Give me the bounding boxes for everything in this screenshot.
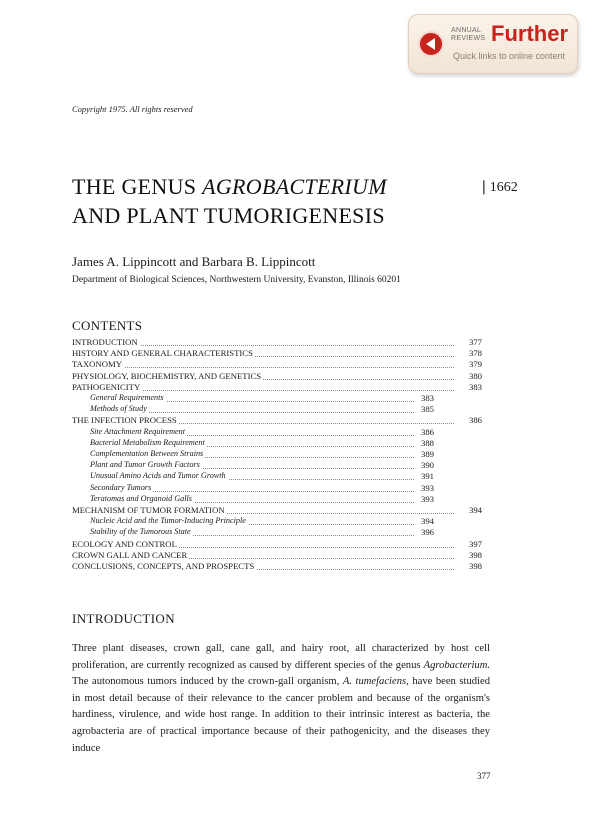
intro-italic-species: A. tumefaciens, — [342, 676, 409, 688]
toc-entry-label: CROWN GALL AND CANCER — [72, 549, 188, 560]
toc-entry-label: Secondary Tumors — [90, 482, 152, 492]
further-label: Further — [491, 21, 568, 46]
toc-entry-label: ECOLOGY AND CONTROL — [72, 538, 177, 549]
toc-entry-page: 385 — [414, 403, 434, 415]
toc-entry-label: PATHOGENICITY — [72, 381, 141, 392]
toc-entry-label: Unusual Amino Acids and Tumor Growth — [90, 471, 226, 481]
toc-entry-page: 389 — [414, 448, 434, 460]
article-code: ❘1662 — [478, 180, 518, 195]
toc-entry-label: PHYSIOLOGY, BIOCHEMISTRY, AND GENETICS — [72, 370, 262, 381]
toc-entry[interactable] — [72, 560, 492, 572]
toc-entry-page: 383 — [414, 392, 434, 404]
play-arrow-icon — [418, 31, 444, 57]
toc-entry-page: 386 — [414, 426, 434, 438]
title-line1-prefix: THE GENUS — [72, 174, 203, 199]
toc-entry-page: 377 — [462, 336, 482, 348]
title-genus: AGROBACTERIUM — [202, 174, 387, 199]
intro-text-2: The autonomous tumors induced by the crown-gall organism, — [72, 676, 343, 688]
toc-entry-label: Teratomas and Organoid Galls — [90, 493, 192, 503]
toc-entry-label: Methods of Study — [90, 404, 147, 414]
toc-entry-label: INTRODUCTION — [72, 337, 138, 347]
toc-entry-page: 396 — [414, 526, 434, 538]
toc-entry-label: General Requirements — [90, 393, 164, 402]
toc-entry-page: 390 — [414, 459, 434, 471]
further-badge[interactable] — [408, 14, 578, 74]
toc-entry-label: Plant and Tumor Growth Factors — [90, 460, 200, 470]
contents-heading: CONTENTS — [72, 318, 143, 333]
toc-entry-page: 393 — [414, 493, 434, 505]
toc-entry-label: MECHANISM OF TUMOR FORMATION — [72, 505, 225, 515]
page-number: 377 — [477, 771, 491, 781]
toc-entry-label: Stability of the Tumorous State — [90, 527, 191, 537]
reviews-text: REVIEWS — [451, 35, 486, 42]
intro-text-3: have been studied in most detail because of their relevance to the cancer problem and because of the organism's hardiness, virulence, and wide host range. In addition to their intrinsic interest as bacteria, the agrobacteria are of practical importance because of their pathogenicity, and the diseases they induce — [72, 676, 490, 754]
badge-subtitle: Quick links to online content — [453, 51, 566, 61]
toc-entry-page: 386 — [462, 414, 482, 426]
toc-entry-label: THE INFECTION PROCESS — [72, 415, 177, 426]
intro-text-1: Three plant diseases, crown gall, cane gall, and hairy root, all characterized by host cell proliferation, are currently recognized as caused by different species of the genus — [72, 643, 490, 671]
authors: James A. Lippincott and Barbara B. Lippincott — [72, 254, 316, 269]
toc-entry-label: Bacterial Metabolism Requirement — [90, 437, 205, 447]
toc-entry-page: 394 — [414, 515, 434, 527]
article-title — [72, 172, 387, 230]
intro-italic-genus: Agrobacterium. — [423, 659, 490, 671]
toc-entry-page: 391 — [414, 470, 434, 482]
toc-entry-label: Site Attachment Requirement — [90, 426, 186, 436]
toc-entry-label: CONCLUSIONS, CONCEPTS, AND PROSPECTS — [72, 561, 255, 571]
toc-entry-page: 398 — [462, 549, 482, 561]
introduction-heading: INTRODUCTION — [72, 611, 176, 626]
toc-entry-label: Nucleic Acid and the Tumor-Inducing Principle — [90, 516, 246, 526]
toc-entry-label: TAXONOMY — [72, 359, 122, 370]
toc-entry-page: 379 — [462, 358, 482, 370]
copyright-line: Copyright 1975. All rights reserved — [72, 104, 193, 114]
annual-text: ANNUAL — [451, 27, 482, 34]
toc-entry-page: 388 — [414, 437, 434, 449]
title-line2: AND PLANT TUMORIGENESIS — [72, 203, 385, 228]
annual-reviews-label — [451, 27, 491, 43]
toc-entry-page: 393 — [414, 482, 434, 494]
toc-entry-page: 378 — [462, 347, 482, 359]
toc-entry-page: 383 — [462, 381, 482, 393]
affiliation: Department of Biological Sciences, Northwestern University, Evanston, Illinois 60201 — [72, 275, 401, 285]
toc-entry-page: 380 — [462, 370, 482, 382]
introduction-paragraph — [72, 641, 490, 757]
toc-entry-label: Complementation Between Strains — [90, 449, 204, 458]
toc-entry-page: 397 — [462, 538, 482, 550]
toc-entry-page: 398 — [462, 560, 482, 572]
toc-entry-page: 394 — [462, 504, 482, 516]
toc-entry-label: HISTORY AND GENERAL CHARACTERISTICS — [72, 348, 253, 359]
